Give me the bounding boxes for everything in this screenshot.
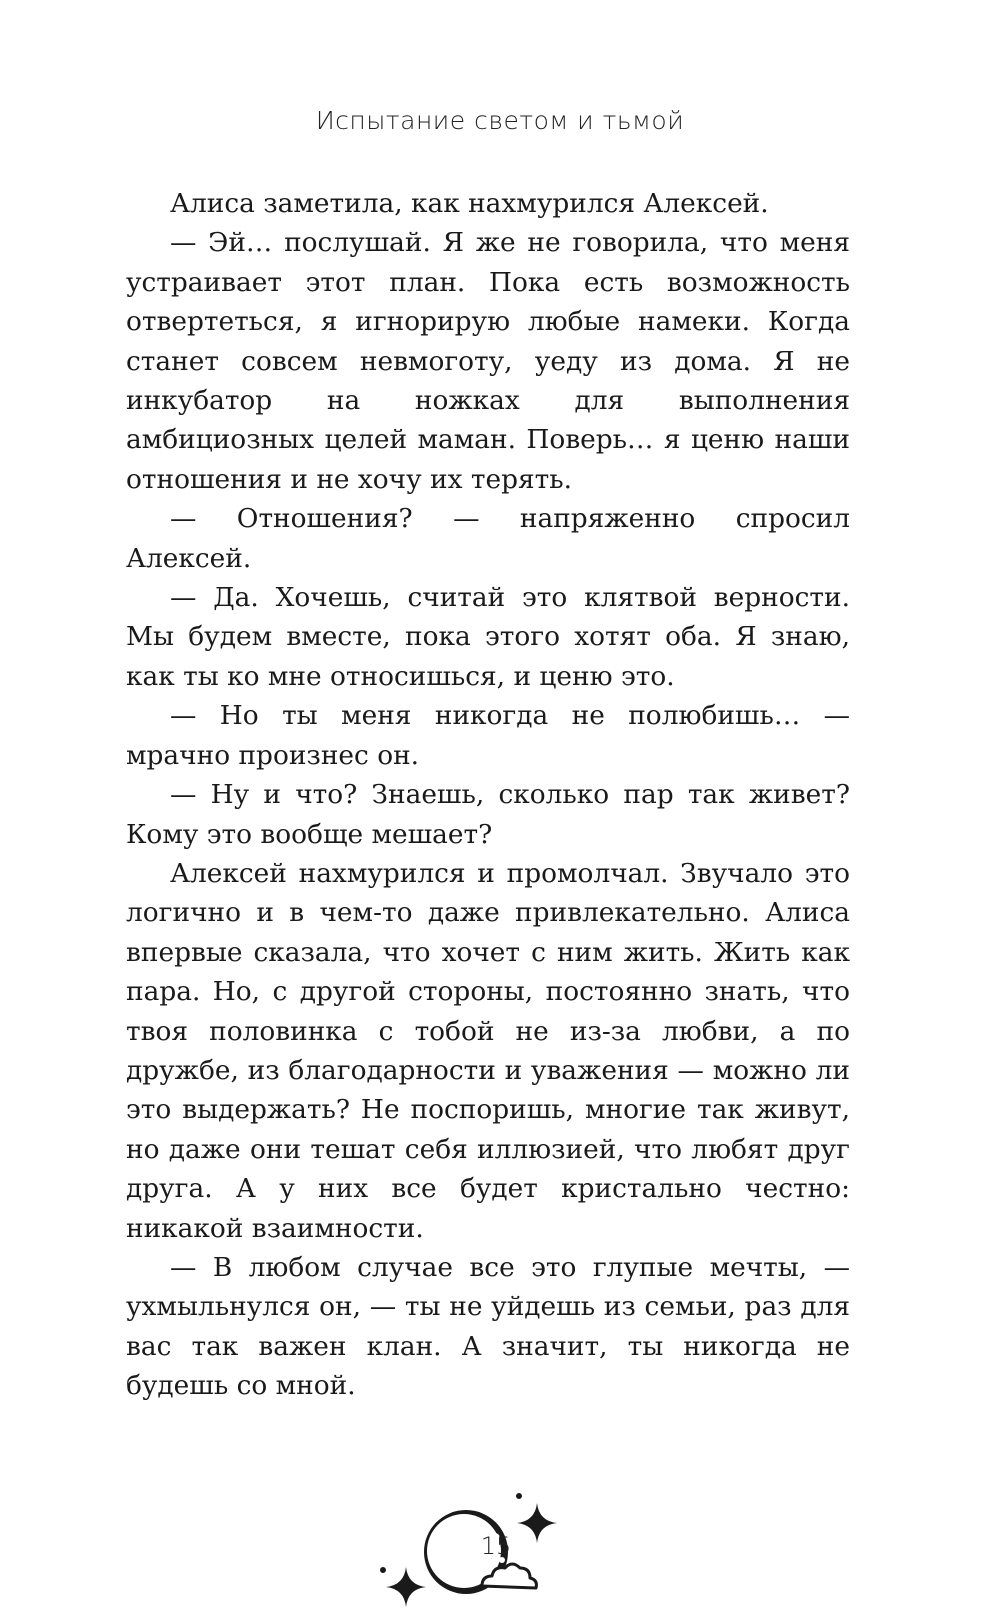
paragraph-1: Алиса заметила, как нахмурился Алексей. bbox=[170, 188, 769, 219]
paragraph-2: — Эй… послушай. Я же не говорила, что меня устраивает этот план. Пока есть возможность отвертеться, я игнорирую любые намеки. Когда станет совсем невмоготу, уеду из дома. Я не инкубатор на ножках для выполнения амбициозных целей маман. Поверь… я ценю наши отношения и не хочу их терять. bbox=[126, 227, 850, 495]
sparkle-star-icon bbox=[386, 1567, 426, 1607]
paragraph-6: — Ну и что? Знаешь, сколько пар так живет? Кому это вообще мешает? bbox=[126, 779, 850, 850]
paragraph-3: — Отношения? — напряженно спросил Алексей. bbox=[126, 503, 850, 574]
sparkle-dot-icon bbox=[516, 1493, 522, 1499]
sparkle-dot-icon bbox=[380, 1567, 386, 1573]
paragraph-7: Алексей нахмурился и промолчал. Звучало это логично и в чем-то даже привлекательно. Алиса впервые сказала, что хочет с ним жить. Жить как пара. Но, с другой стороны, постоянно знать, что твоя половинка с тобой не из-за любви, а по дружбе, из благодарности и уважения — можно ли это выдержать? Не поспоришь, многие так живут, но даже они тешат себя иллюзией, что любят друг друга. А у них все будет кристально честно: никакой взаимности. bbox=[126, 857, 850, 1244]
paragraph-8: — В любом случае все это глупые мечты, — ухмыльнулся он, — ты не уйдешь из семьи, раз для вас так важен клан. А значит, ты никогда не будешь со мной. bbox=[126, 1251, 850, 1402]
page-footer-ornament bbox=[370, 1490, 610, 1610]
running-header: Испытание светом и тьмой bbox=[315, 106, 685, 135]
paragraph-4: — Да. Хочешь, считай это клятвой верности. Мы будем вместе, пока этого хотят оба. Я знаю, как ты ко мне относишься, и ценю это. bbox=[126, 582, 850, 692]
paragraph-5: — Но ты меня никогда не полюбишь… — мрачно произнес он. bbox=[126, 700, 850, 771]
page-number: 15 bbox=[480, 1532, 512, 1560]
body-text bbox=[126, 184, 850, 1406]
